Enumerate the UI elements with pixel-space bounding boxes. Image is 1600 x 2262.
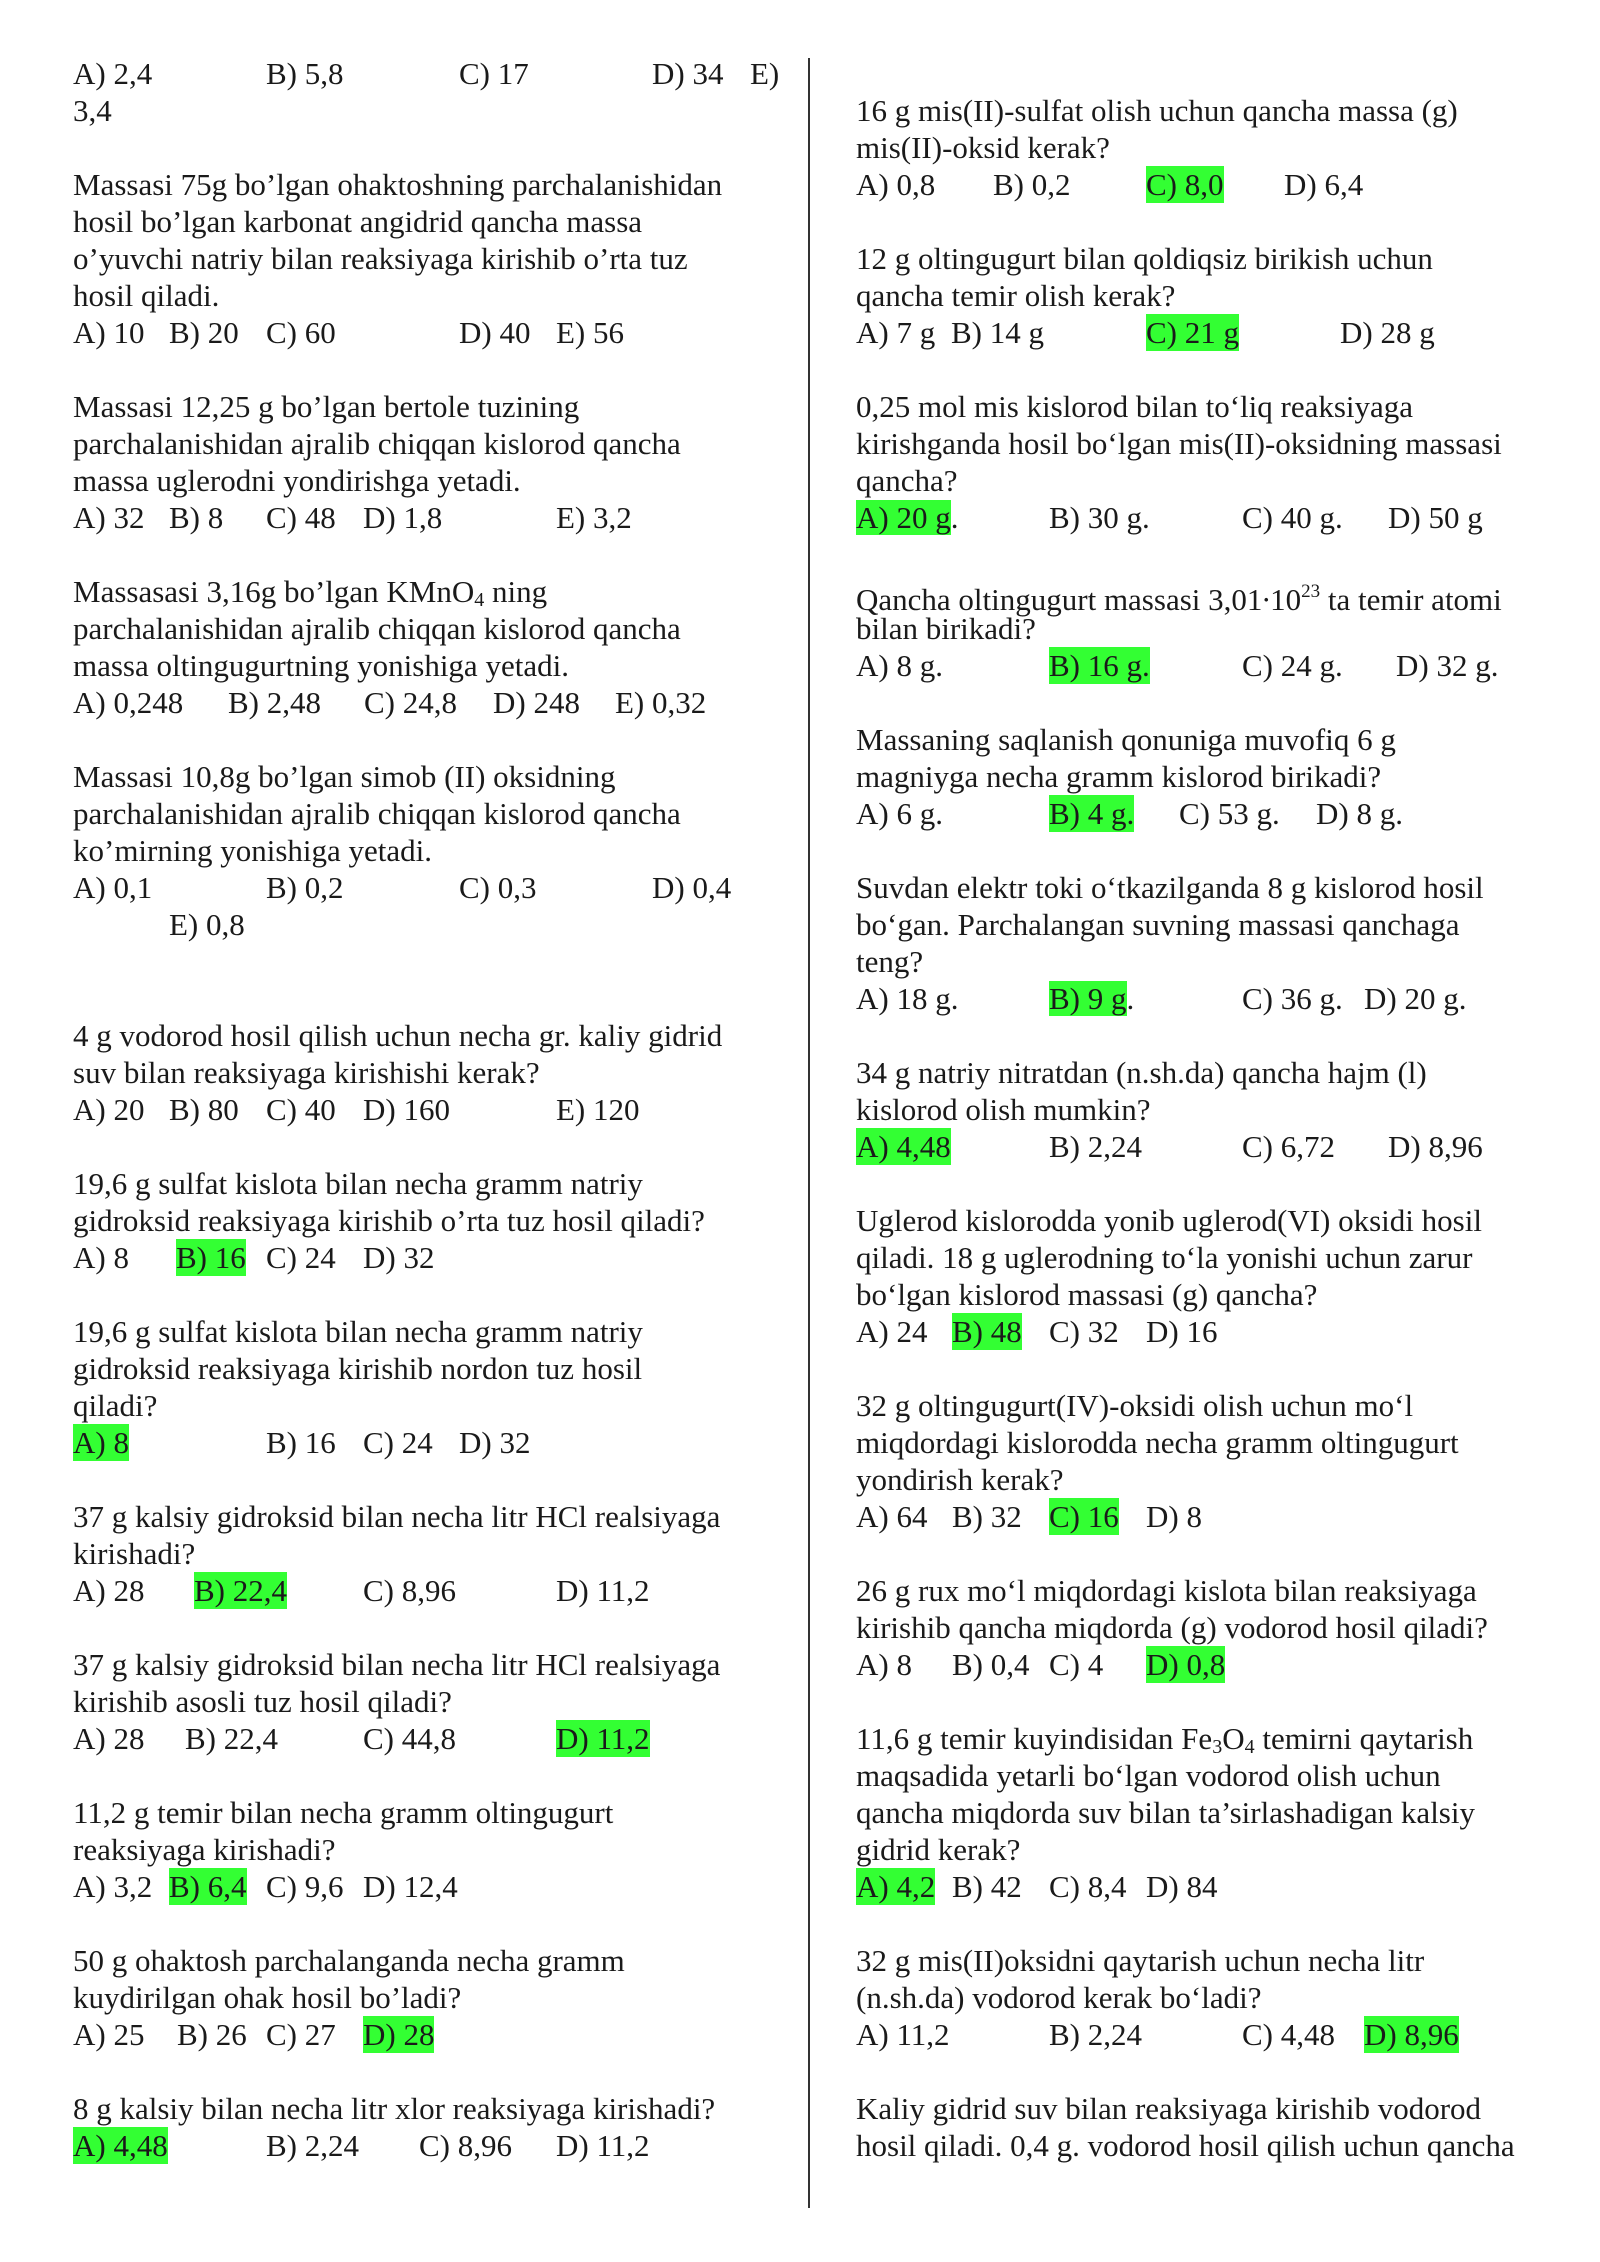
question-block <box>856 1054 1556 1165</box>
question-line: (n.sh.da) vodorod kerak bo‘ladi? <box>856 1980 1262 2015</box>
question-line: 34 g natriy nitratdan (n.sh.da) qancha hajm (l) <box>856 1055 1427 1090</box>
question-line: ko’mirning yonishiga yetadi. <box>73 833 433 868</box>
question-line: Kaliy gidrid suv bilan reaksiyaga kirishib vodorod <box>856 2091 1482 2126</box>
option-b: B) 26 <box>177 2017 247 2052</box>
question-line: parchalanishidan ajralib chiqqan kislorod qancha <box>73 611 681 646</box>
option-b: B) 30 g. <box>1049 500 1150 535</box>
question-line: 8 g kalsiy bilan necha litr xlor reaksiyaga kirishadi? <box>73 2091 716 2126</box>
question-block <box>73 758 793 943</box>
option-d: D) 8,96 <box>1388 1129 1483 1164</box>
option-b-correct: B) 6,4 <box>169 1869 247 1904</box>
question-line: gidroksid reaksiyaga kirishib nordon tuz hosil <box>73 1351 643 1386</box>
question-text: Qancha oltingugurt massasi 3,01∙10 <box>856 582 1302 617</box>
option-c: C) 4 <box>1049 1647 1104 1682</box>
option-a: A) 7 g <box>856 315 936 350</box>
question-line: hosil qiladi. <box>73 278 220 313</box>
question-line: qiladi. 18 g uglerodning to‘la yonishi uchun zarur <box>856 1240 1473 1275</box>
question-block <box>856 2090 1556 2164</box>
question-block <box>73 1942 793 2053</box>
question-text: 11,6 g temir kuyindisidan Fe <box>856 1721 1213 1756</box>
question-block <box>73 573 793 721</box>
question-line: o’yuvchi natriy bilan reaksiyaga kirishib o’rta tuz <box>73 241 688 276</box>
option-a: A) 3,2 <box>73 1869 153 1904</box>
option-c: C) 32 <box>1049 1314 1119 1349</box>
option-a: A) 0,1 <box>73 870 153 905</box>
option-b-correct <box>1049 980 1134 1017</box>
option-c: C) 60 <box>266 315 336 350</box>
option-a: A) 11,2 <box>856 2017 950 2052</box>
option-d: D) 6,4 <box>1284 167 1364 202</box>
option-c: C) 44,8 <box>363 1721 456 1756</box>
question-block <box>73 1646 793 1757</box>
question-block <box>73 55 793 129</box>
highlight: A) 20 g <box>856 500 951 535</box>
punctuation: . <box>1126 981 1135 1016</box>
question-line <box>73 573 793 610</box>
option-d: D) 1,8 <box>363 500 443 535</box>
option-a: A) 0,248 <box>73 685 184 720</box>
question-text: Massasasi 3,16g bo’lgan KMnO <box>73 574 475 609</box>
question-line: mis(II)-oksid kerak? <box>856 130 1110 165</box>
question-block <box>73 1794 793 1905</box>
question-line: hosil qiladi. 0,4 g. vodorod hosil qilish uchun qancha <box>856 2128 1515 2163</box>
question-text: O <box>1222 1721 1245 1756</box>
option-b-correct: B) 22,4 <box>194 1573 287 1608</box>
option-a: A) 20 <box>73 1092 145 1127</box>
option-c: C) 24 g. <box>1242 648 1343 683</box>
question-line: bilan birikadi? <box>856 611 1036 646</box>
option-a: A) 25 <box>73 2017 145 2052</box>
question-block <box>73 2090 793 2164</box>
option-b: B) 0,2 <box>993 167 1071 202</box>
answer-options <box>73 314 793 351</box>
option-a-correct: A) 4,48 <box>856 1129 951 1164</box>
option-a: A) 8 g. <box>856 648 943 683</box>
option-d: D) 84 <box>1146 1869 1218 1904</box>
option-b-correct: B) 48 <box>952 1314 1022 1349</box>
option-b: B) 16 <box>266 1425 336 1460</box>
option-d: D) 11,2 <box>556 2128 650 2163</box>
answer-options <box>856 166 1556 203</box>
option-c: C) 36 g. <box>1242 981 1343 1016</box>
left-column <box>73 55 793 2201</box>
answer-options <box>73 55 793 92</box>
question-line: qancha temir olish kerak? <box>856 278 1176 313</box>
option-b-correct: B) 4 g. <box>1049 796 1135 831</box>
question-line: Uglerod kislorodda yonib uglerod(VI) oksidi hosil <box>856 1203 1482 1238</box>
option-c-correct: C) 8,0 <box>1146 167 1224 202</box>
option-e: E) 120 <box>556 1092 640 1127</box>
question-line: 3,4 <box>73 93 112 128</box>
option-b-correct: B) 16 <box>176 1240 246 1275</box>
answer-options <box>73 1720 793 1757</box>
question-line: 32 g oltingugurt(IV)-oksidi olish uchun mo‘l <box>856 1388 1414 1423</box>
option-b: B) 2,24 <box>266 2128 359 2163</box>
column-divider <box>808 58 810 2208</box>
option-a: A) 24 <box>856 1314 928 1349</box>
option-d: D) 28 g <box>1340 315 1435 350</box>
question-block <box>73 1017 793 1128</box>
question-line: kuydirilgan ohak hosil bo’ladi? <box>73 1980 462 2015</box>
question-line: Massasi 10,8g bo’lgan simob (II) oksidning <box>73 759 616 794</box>
question-line: bo‘gan. Parchalangan suvning massasi qanchaga <box>856 907 1460 942</box>
answer-options <box>856 2016 1556 2053</box>
option-b: B) 8 <box>169 500 224 535</box>
spacer-line <box>856 55 1556 92</box>
option-a: A) 18 g. <box>856 981 959 1016</box>
question-line: Massaning saqlanish qonuniga muvofiq 6 g <box>856 722 1396 757</box>
question-block <box>856 721 1556 832</box>
option-a: A) 8 <box>856 1647 912 1682</box>
question-block <box>856 1720 1556 1905</box>
subscript: 4 <box>1244 1736 1255 1758</box>
answer-options <box>856 499 1556 536</box>
option-b: B) 0,2 <box>266 870 344 905</box>
question-block <box>856 1202 1556 1350</box>
option-e: E) 3,2 <box>556 500 632 535</box>
option-a-correct: A) 4,2 <box>856 1869 936 1904</box>
option-c: C) 4,48 <box>1242 2017 1335 2052</box>
question-line: 0,25 mol mis kislorod bilan to‘liq reaksiyaga <box>856 389 1414 424</box>
question-line: kirishib qancha miqdorda (g) vodorod hosil qiladi? <box>856 1610 1488 1645</box>
question-line <box>856 573 1556 617</box>
option-d: D) 32 <box>363 1240 435 1275</box>
option-b-correct: B) 16 g. <box>1049 648 1150 683</box>
option-d: D) 248 <box>493 685 580 720</box>
option-a: A) 28 <box>73 1573 145 1608</box>
question-line: 11,2 g temir bilan necha gramm oltingugurt <box>73 1795 614 1830</box>
question-line: 37 g kalsiy gidroksid bilan necha litr HCl realsiyaga <box>73 1499 721 1534</box>
option-d: D) 12,4 <box>363 1869 458 1904</box>
option-a: A) 6 g. <box>856 796 943 831</box>
question-line: kirishib asosli tuz hosil qiladi? <box>73 1684 452 1719</box>
option-d: D) 8 <box>1146 1499 1202 1534</box>
answer-options <box>856 1128 1556 1165</box>
option-c-correct: C) 21 g <box>1146 315 1239 350</box>
option-c: C) 8,4 <box>1049 1869 1127 1904</box>
question-line: 50 g ohaktosh parchalanganda necha gramm <box>73 1943 625 1978</box>
question-block <box>73 1313 793 1461</box>
question-line: parchalanishidan ajralib chiqqan kislorod qancha <box>73 796 681 831</box>
option-a: A) 2,4 <box>73 56 153 91</box>
answer-options <box>73 1868 793 1905</box>
option-c: C) 8,96 <box>419 2128 512 2163</box>
answer-options <box>73 2127 793 2164</box>
option-d: D) 50 g <box>1388 500 1483 535</box>
question-line: gidroksid reaksiyaga kirishib o’rta tuz hosil qiladi? <box>73 1203 705 1238</box>
option-c: C) 24,8 <box>364 685 457 720</box>
option-b: B) 5,8 <box>266 56 344 91</box>
option-d: D) 40 <box>459 315 531 350</box>
answer-options <box>73 2016 793 2053</box>
option-c: C) 27 <box>266 2017 336 2052</box>
option-b: B) 22,4 <box>185 1721 278 1756</box>
option-a-correct: A) 8 <box>73 1425 129 1460</box>
question-line: 4 g vodorod hosil qilish uchun necha gr. kaliy gidrid <box>73 1018 723 1053</box>
question-line <box>856 1720 1556 1757</box>
question-line: parchalanishidan ajralib chiqqan kislorod qancha <box>73 426 681 461</box>
subscript: 3 <box>1212 1736 1223 1758</box>
question-line: 12 g oltingugurt bilan qoldiqsiz birikish uchun <box>856 241 1433 276</box>
answer-options <box>73 499 793 536</box>
option-b: B) 20 <box>169 315 239 350</box>
question-line: Suvdan elektr toki o‘tkazilganda 8 g kislorod hosil <box>856 870 1484 905</box>
answer-options <box>856 1868 1556 1905</box>
option-d: D) 32 g. <box>1396 648 1499 683</box>
answer-options <box>73 1239 793 1276</box>
question-text: temirni qaytarish <box>1254 1721 1474 1756</box>
question-line: gidrid kerak? <box>856 1832 1021 1867</box>
question-line: reaksiyaga kirishadi? <box>73 1832 336 1867</box>
answer-options <box>73 1091 793 1128</box>
option-a: A) 32 <box>73 500 145 535</box>
question-line: massa oltingugurtning yonishiga yetadi. <box>73 648 569 683</box>
option-d-correct: D) 11,2 <box>556 1721 650 1756</box>
option-a: A) 0,8 <box>856 167 936 202</box>
option-e: E) <box>750 56 780 91</box>
question-line: hosil bo’lgan karbonat angidrid qancha massa <box>73 204 643 239</box>
option-b: B) 80 <box>169 1092 239 1127</box>
question-line: suv bilan reaksiyaga kirishishi kerak? <box>73 1055 540 1090</box>
question-line: 19,6 g sulfat kislota bilan necha gramm natriy <box>73 1314 643 1349</box>
question-line: Massasi 12,25 g bo’lgan bertole tuzining <box>73 389 580 424</box>
answer-options <box>73 1424 793 1461</box>
option-d: D) 160 <box>363 1092 450 1127</box>
option-c: C) 8,96 <box>363 1573 456 1608</box>
option-c: C) 40 g. <box>1242 500 1343 535</box>
question-block <box>856 869 1556 1017</box>
option-d-correct: D) 0,8 <box>1146 1647 1226 1682</box>
question-line: Massasi 75g bo’lgan ohaktoshning parchalanishidan <box>73 167 723 202</box>
question-block <box>856 573 1556 684</box>
question-block <box>73 388 793 536</box>
option-a-correct <box>856 499 958 536</box>
answer-options <box>856 647 1556 684</box>
question-text: ning <box>484 574 548 609</box>
question-line: qiladi? <box>73 1388 158 1423</box>
right-column <box>856 55 1556 2201</box>
question-block <box>856 1942 1556 2053</box>
question-line: kirishganda hosil bo‘lgan mis(II)-oksidning massasi <box>856 426 1502 461</box>
option-a: A) 10 <box>73 315 145 350</box>
answer-options <box>856 1313 1556 1350</box>
option-d: D) 34 <box>652 56 724 91</box>
option-c: C) 24 <box>363 1425 433 1460</box>
option-e: E) 56 <box>556 315 625 350</box>
question-block <box>73 1165 793 1276</box>
subscript: 4 <box>474 589 485 611</box>
option-c: C) 9,6 <box>266 1869 344 1904</box>
question-line: 16 g mis(II)-sulfat olish uchun qancha massa (g) <box>856 93 1458 128</box>
option-c: C) 6,72 <box>1242 1129 1335 1164</box>
question-line: qancha miqdorda suv bilan ta’sirlashadigan kalsiy <box>856 1795 1475 1830</box>
option-c: C) 48 <box>266 500 336 535</box>
option-c: C) 53 g. <box>1179 796 1280 831</box>
question-block <box>856 1387 1556 1535</box>
superscript: 23 <box>1301 581 1321 602</box>
answer-options <box>73 1572 793 1609</box>
question-line: 19,6 g sulfat kislota bilan necha gramm natriy <box>73 1166 643 1201</box>
answer-options <box>856 314 1556 351</box>
option-d: D) 20 g. <box>1364 981 1467 1016</box>
answer-options <box>73 906 793 943</box>
question-block <box>73 1498 793 1609</box>
question-line: 32 g mis(II)oksidni qaytarish uchun necha litr <box>856 1943 1425 1978</box>
option-c: C) 0,3 <box>459 870 537 905</box>
answer-options <box>856 1498 1556 1535</box>
question-line: 37 g kalsiy gidroksid bilan necha litr HCl realsiyaga <box>73 1647 721 1682</box>
option-c-correct: C) 16 <box>1049 1499 1119 1534</box>
option-d-correct: D) 8,96 <box>1364 2017 1459 2052</box>
question-line: maqsadida yetarli bo‘lgan vodorod olish uchun <box>856 1758 1441 1793</box>
option-e: E) 0,8 <box>169 907 245 942</box>
question-block <box>856 1572 1556 1683</box>
question-line: massa uglerodni yondirishga yetadi. <box>73 463 521 498</box>
option-c: C) 24 <box>266 1240 336 1275</box>
question-text: ta temir atomi <box>1320 582 1502 617</box>
highlight: B) 9 g <box>1049 981 1127 1016</box>
answer-options <box>73 869 793 906</box>
option-a: A) 64 <box>856 1499 928 1534</box>
question-line: bo‘lgan kislorod massasi (g) qancha? <box>856 1277 1318 1312</box>
question-block <box>73 166 793 351</box>
question-line: kislorod olish mumkin? <box>856 1092 1151 1127</box>
question-line: kirishadi? <box>73 1536 196 1571</box>
option-b: B) 14 g <box>951 315 1044 350</box>
option-b: B) 2,48 <box>228 685 321 720</box>
question-line: miqdordagi kislorodda necha gramm oltingugurt <box>856 1425 1459 1460</box>
question-block <box>856 388 1556 536</box>
question-line: teng? <box>856 944 924 979</box>
punctuation: . <box>950 500 959 535</box>
option-b: B) 32 <box>952 1499 1022 1534</box>
option-a: A) 8 <box>73 1240 129 1275</box>
question-line: yondirish kerak? <box>856 1462 1064 1497</box>
option-d: D) 8 g. <box>1316 796 1403 831</box>
answer-options <box>73 684 793 721</box>
option-b: B) 42 <box>952 1869 1022 1904</box>
option-b: B) 0,4 <box>952 1647 1030 1682</box>
option-b: B) 2,24 <box>1049 2017 1142 2052</box>
option-a-correct: A) 4,48 <box>73 2128 168 2163</box>
question-line: 26 g rux mo‘l miqdordagi kislota bilan reaksiyaga <box>856 1573 1477 1608</box>
option-d-correct: D) 28 <box>363 2017 435 2052</box>
option-a: A) 28 <box>73 1721 145 1756</box>
question-block <box>856 92 1556 203</box>
option-c: C) 40 <box>266 1092 336 1127</box>
question-block <box>856 240 1556 351</box>
option-d: D) 16 <box>1146 1314 1218 1349</box>
option-d: D) 11,2 <box>556 1573 650 1608</box>
answer-options <box>856 980 1556 1017</box>
option-b: B) 2,24 <box>1049 1129 1142 1164</box>
question-line: magniyga necha gramm kislorod birikadi? <box>856 759 1382 794</box>
option-c: C) 17 <box>459 56 529 91</box>
answer-options <box>856 795 1556 832</box>
option-d: D) 0,4 <box>652 870 732 905</box>
option-d: D) 32 <box>459 1425 531 1460</box>
option-e: E) 0,32 <box>615 685 707 720</box>
question-line: qancha? <box>856 463 958 498</box>
answer-options <box>856 1646 1556 1683</box>
